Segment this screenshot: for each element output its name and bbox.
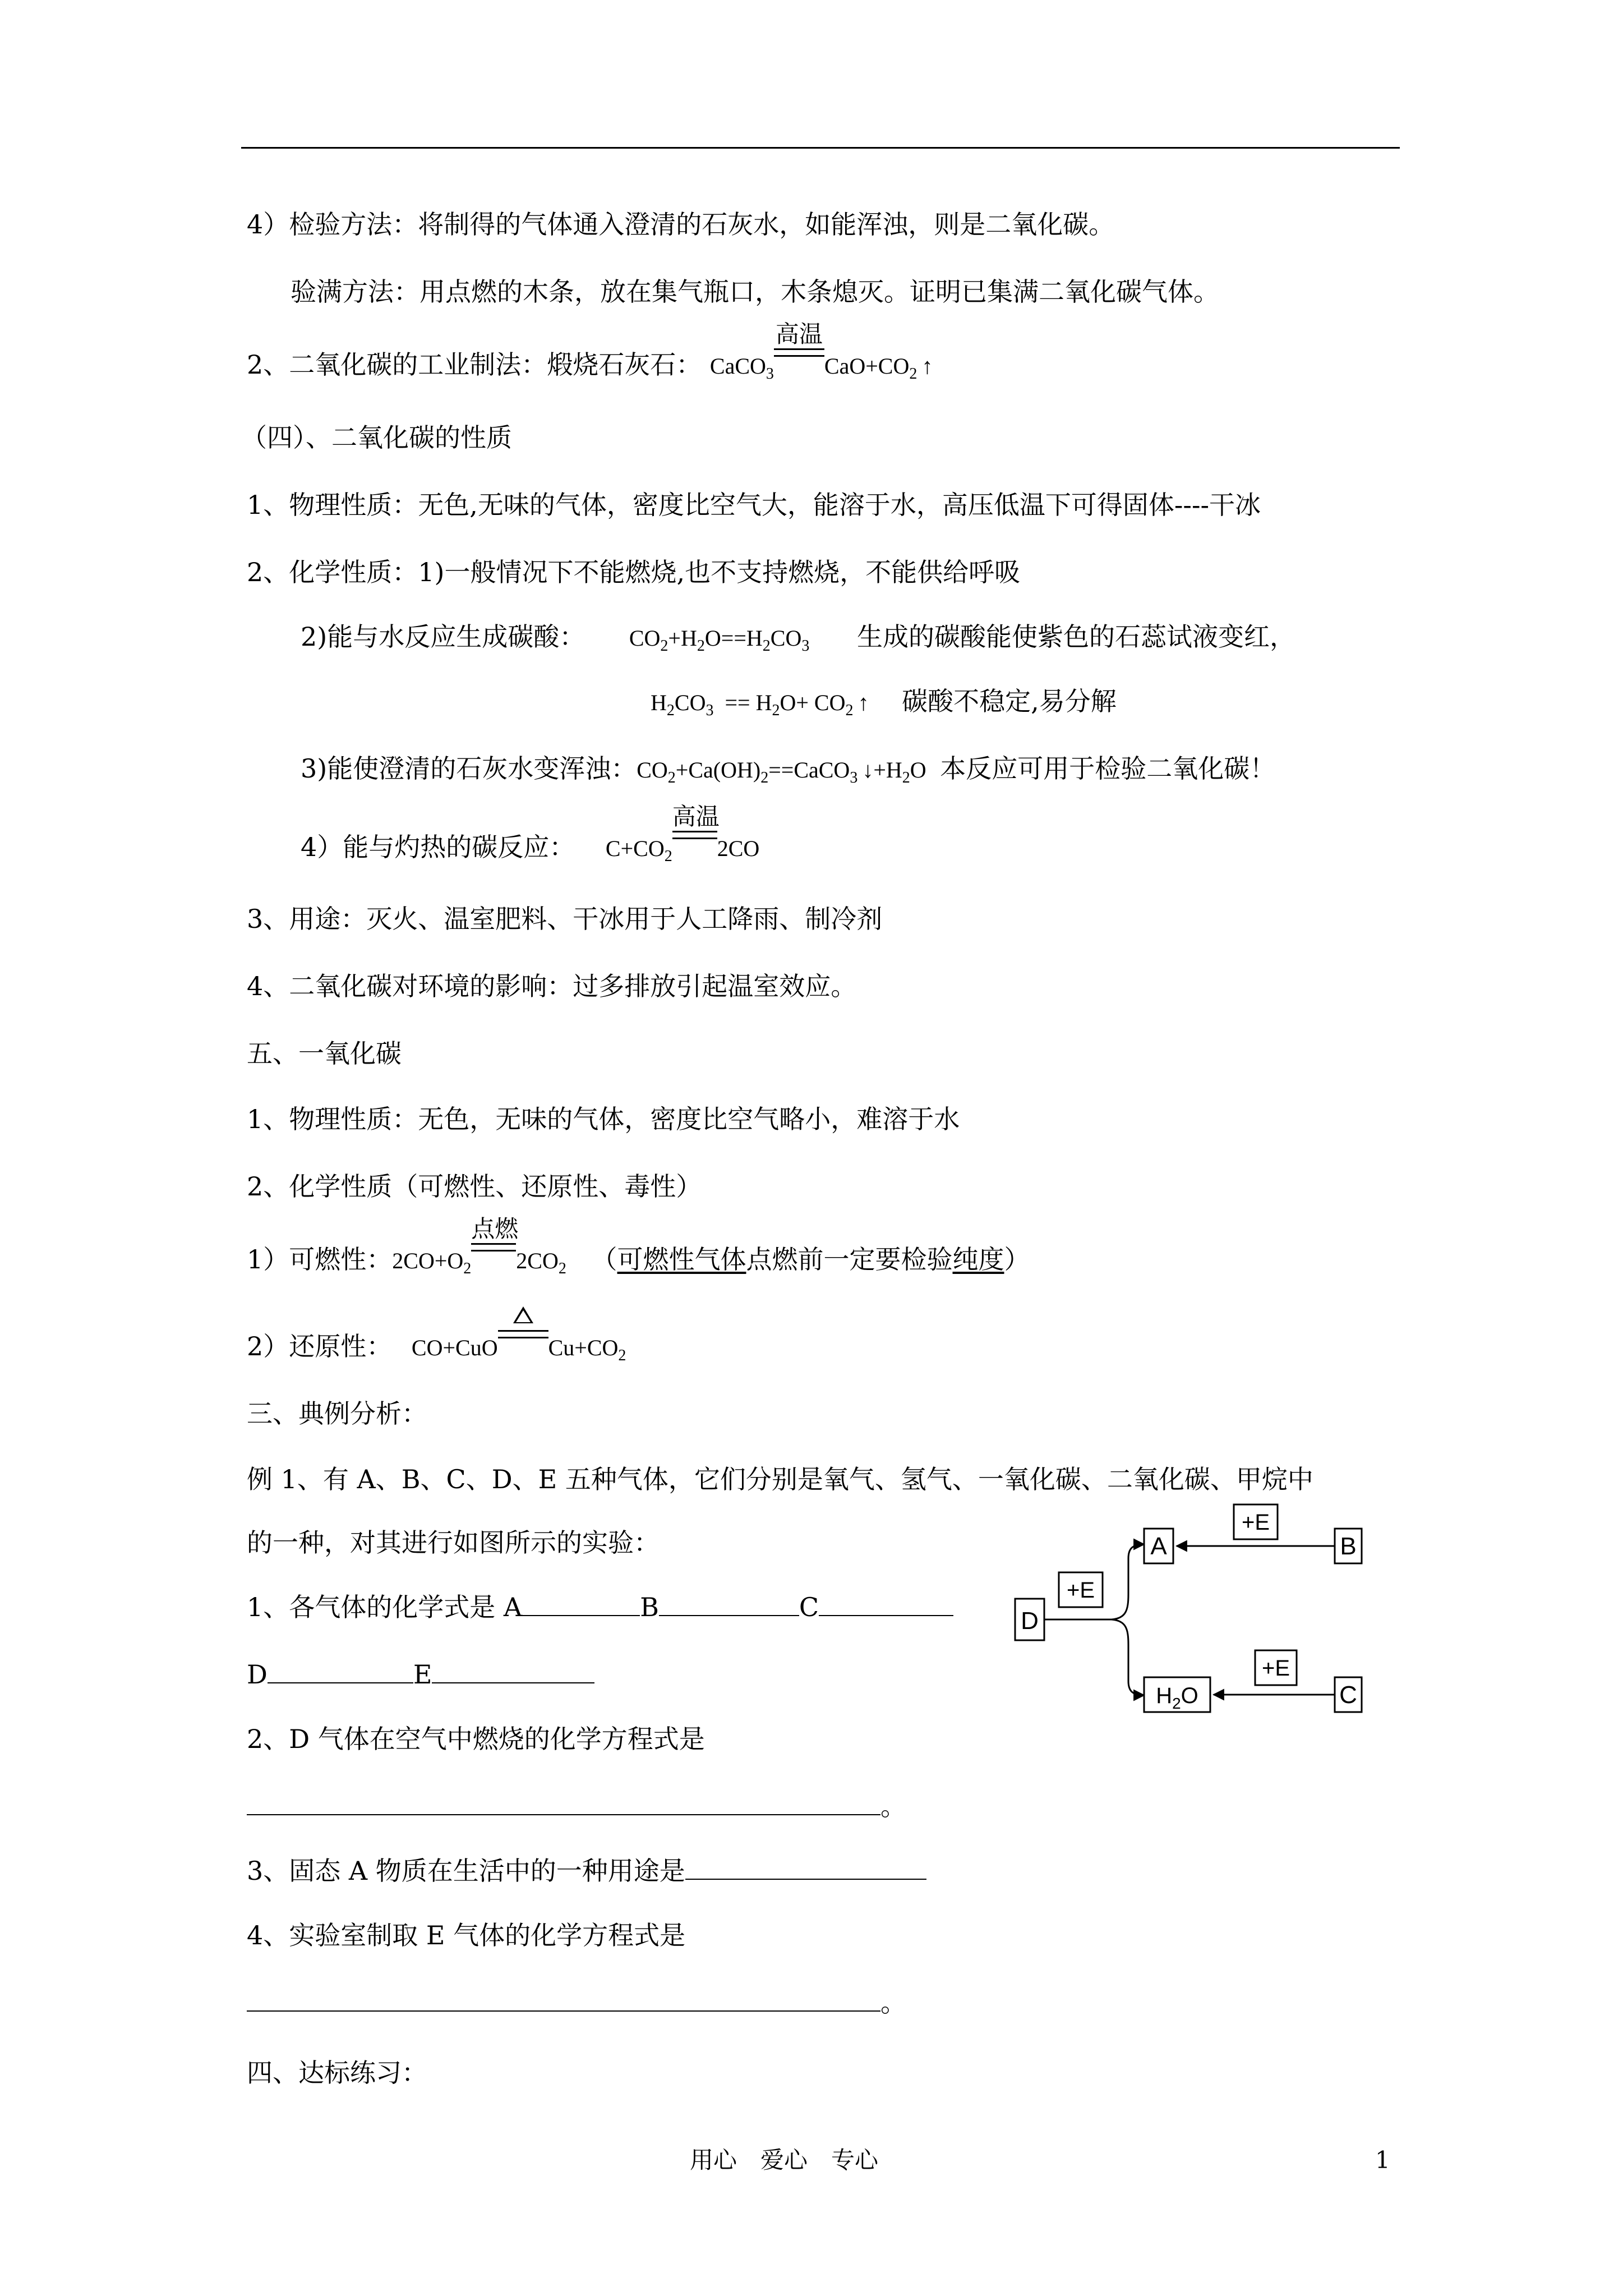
branch-connector <box>1044 1544 1144 1695</box>
reagent-box-b <box>1234 1504 1278 1539</box>
reagent-box-d <box>1059 1572 1103 1607</box>
question-1-cont: D E <box>247 1658 594 1691</box>
answer-blank-q3[interactable] <box>685 1854 926 1880</box>
node-c <box>1335 1677 1362 1712</box>
line-full-check: 验满方法：用点燃的木条，放在集气瓶口，木条熄灭。证明已集满二氧化碳气体。 <box>291 277 1219 307</box>
line-co2-water <box>301 620 1295 654</box>
section-carbon-monoxide: 五、一氧化碳 <box>247 1038 402 1069</box>
answer-blank-e[interactable] <box>432 1658 594 1683</box>
line-test-method: 4）检验方法：将制得的气体通入澄清的石灰水，如能浑浊，则是二氧化碳。 <box>247 209 1115 240</box>
purity-note: （可燃性气体点燃前一定要检验纯度） <box>591 1244 1030 1274</box>
line-industrial-production <box>247 322 933 383</box>
industrial-text: 2、二氧化碳的工业制法：煅烧石灰石： <box>247 349 702 380</box>
question-4-answer: 。 <box>247 1986 906 2019</box>
footer-motto: 用心 爱心 专心 <box>690 2146 879 2174</box>
node-d <box>1015 1599 1044 1640</box>
answer-blank-b[interactable] <box>659 1590 799 1616</box>
line-example-1: 例 1、有 A、B、C、D、E 五种气体，它们分别是氧气、氢气、一氧化碳、二氧化碳、甲烷中 <box>247 1464 1313 1494</box>
carbonic-litmus-text: 生成的碳酸能使紫色的石蕊试液变红， <box>856 622 1295 652</box>
cond-label: 点燃 <box>471 1217 519 1243</box>
eq-co2-h2o: $CO_2+H_2O==H_2CO_3$ <box>629 625 810 655</box>
line-example-1-cont: 的一种，对其进行如图所示的实验： <box>247 1527 660 1558</box>
line-co2-uses: 3、用途：灭火、温室肥料、干冰用于人工降雨、制冷剂 <box>247 904 883 934</box>
line-co-combustible <box>247 1217 1030 1277</box>
line-carbonic-decompose <box>651 684 1117 718</box>
answer-blank-a[interactable] <box>522 1590 640 1616</box>
cond-label: 高温 <box>775 322 823 348</box>
question-1: 1、各气体的化学式是 A B C <box>247 1590 953 1624</box>
answer-blank-d[interactable] <box>268 1658 413 1683</box>
section-examples: 三、典例分析： <box>247 1398 427 1429</box>
line-co2-chemical-1: 2、化学性质：1)一般情况下不能燃烧,也不支持燃烧，不能供给呼吸 <box>247 557 1021 587</box>
answer-blank-q2[interactable] <box>247 1789 880 1815</box>
limewater-text: 3)能使澄清的石灰水变浑浊： <box>301 753 637 784</box>
question-3: 3、固态 A 物质在生活中的一种用途是 <box>247 1854 926 1888</box>
svg-text:A: A <box>1150 1533 1167 1560</box>
heat-triangle-icon <box>513 1306 533 1323</box>
line-co-physical: 1、物理性质：无色，无味的气体，密度比空气略小，难溶于水 <box>247 1104 960 1134</box>
svg-text:+E: +E <box>1241 1510 1270 1535</box>
reducing-text: 2）还原性： <box>247 1331 393 1361</box>
question-4: 4、实验室制取 E 气体的化学方程式是 <box>247 1920 686 1950</box>
eq-c-co2: $C+CO_2$ 高温 2CO <box>605 804 760 865</box>
svg-text:C: C <box>1339 1681 1357 1709</box>
co2-water-text: 2)能与水反应生成碳酸： <box>301 622 585 652</box>
eq-h2co3-decompose: $H_2CO_3 == H_2O+ CO_2$ ↑ <box>651 690 869 719</box>
line-co2-carbon <box>301 804 760 865</box>
eq-limewater: $CO_2+Ca(OH)_2==CaCO_3$ $↓+H_2O$ <box>637 757 926 786</box>
answer-blank-q4[interactable] <box>247 1986 880 2012</box>
node-a <box>1144 1529 1173 1563</box>
line-co2-physical: 1、物理性质：无色,无味的气体，密度比空气大，能溶于水，高压低温下可得固体----干冰 <box>247 490 1261 520</box>
svg-text:B: B <box>1340 1533 1357 1560</box>
answer-blank-c[interactable] <box>819 1590 953 1616</box>
reagent-box-c <box>1255 1650 1297 1685</box>
eq-co-combustion: $2CO+O_2$ 点燃 $2CO_2$ <box>392 1217 566 1277</box>
question-2: 2、D 气体在空气中燃烧的化学方程式是 <box>247 1724 705 1754</box>
node-h2o <box>1144 1677 1210 1712</box>
question-2-answer: 。 <box>247 1789 906 1823</box>
combustible-text: 1）可燃性： <box>247 1244 393 1274</box>
line-limewater <box>301 752 1275 785</box>
page-number: 1 <box>1375 2146 1390 2174</box>
cond-label: 高温 <box>672 804 720 830</box>
header-rule <box>241 147 1400 149</box>
node-b <box>1335 1529 1362 1563</box>
svg-text:D: D <box>1021 1607 1039 1635</box>
section-practice: 四、达标练习： <box>247 2058 427 2088</box>
line-co-reducing <box>247 1329 626 1363</box>
eq-co-cuo: CO+CuO $Cu+CO_2$ <box>412 1335 626 1360</box>
line-co2-environment: 4、二氧化碳对环境的影响：过多排放引起温室效应。 <box>247 971 857 1001</box>
eq-caco3-decompose: CaCO$_3$ 高温 $CaO+CO_2$ ↑ <box>709 322 933 383</box>
section-co2-properties: （四）、二氧化碳的性质 <box>241 422 512 453</box>
carbonic-unstable-text: 碳酸不稳定,易分解 <box>902 686 1117 716</box>
reaction-diagram <box>1004 1492 1385 1728</box>
svg-text:+E: +E <box>1066 1578 1095 1603</box>
line-co-chemical: 2、化学性质（可燃性、还原性、毒性） <box>247 1171 702 1202</box>
svg-text:H2O: $H_2O$ <box>1156 1683 1198 1712</box>
svg-text:+E: +E <box>1261 1656 1290 1681</box>
limewater-use-text: 本反应可用于检验二氧化碳！ <box>940 753 1276 784</box>
co2-carbon-text: 4）能与灼热的碳反应： <box>301 832 575 862</box>
